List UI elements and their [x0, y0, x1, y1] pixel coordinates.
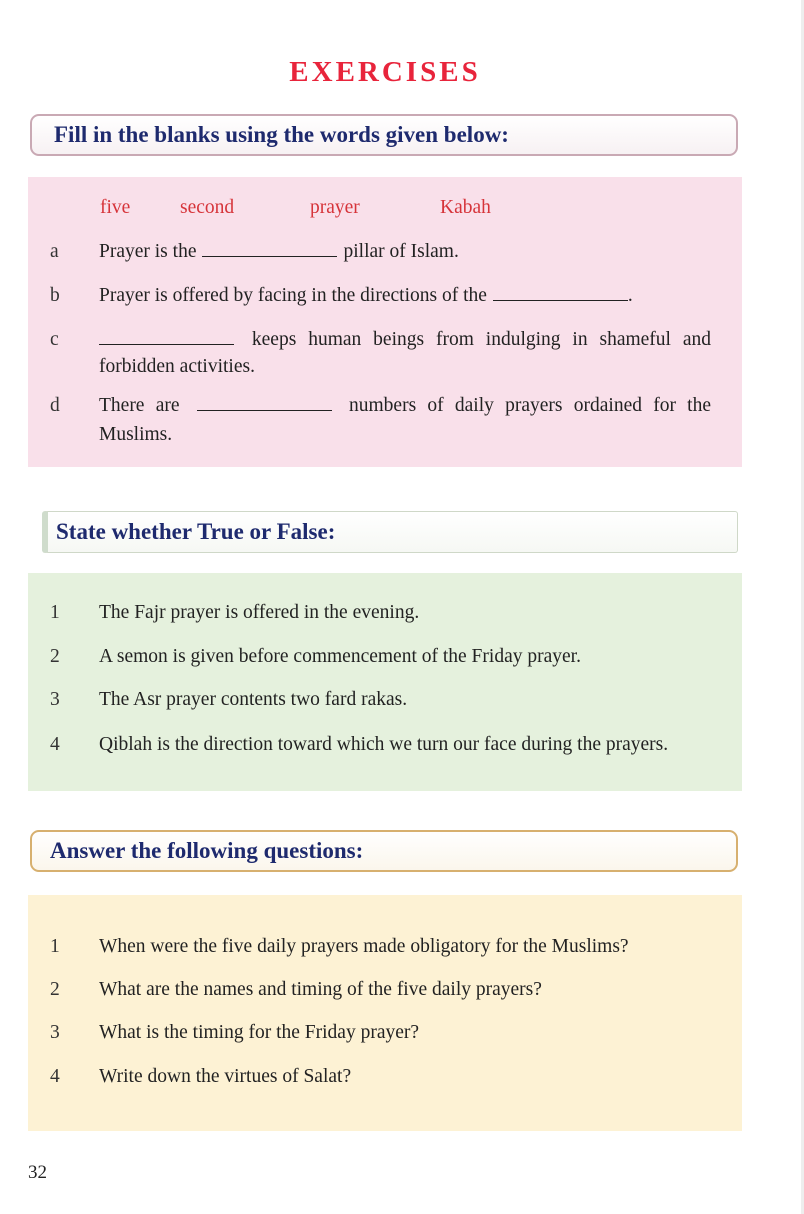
item-label: 1 [50, 936, 60, 957]
blank-line [493, 286, 628, 301]
item-label: 1 [50, 602, 60, 623]
item-label: a [50, 241, 59, 262]
fill-blanks-heading-bar [30, 114, 738, 156]
questions-panel [28, 895, 742, 1131]
item-label: 2 [50, 979, 60, 1000]
fill-blank-item: Prayer is offered by facing in the directions of the . [99, 285, 633, 306]
item-label: 4 [50, 734, 60, 755]
true-false-heading-bar [42, 511, 738, 553]
question-item: When were the five daily prayers made obligatory for the Muslims? [99, 936, 629, 957]
item-label: b [50, 285, 60, 306]
page-number: 32 [28, 1162, 47, 1183]
question-item: Write down the virtues of Salat? [99, 1066, 352, 1087]
item-label: 4 [50, 1066, 60, 1087]
word-bank-item: second [180, 197, 235, 218]
word-bank-item: Kabah [440, 197, 491, 218]
question-item: What are the names and timing of the five daily prayers? [99, 979, 542, 1000]
word-bank-item: prayer [310, 197, 360, 218]
fill-blank-item-continued: Muslims. [99, 424, 173, 445]
questions-heading-bar [30, 830, 738, 872]
blank-line [99, 330, 234, 345]
fill-blank-item: Prayer is the pillar of Islam. [99, 241, 459, 262]
item-label: d [50, 395, 60, 416]
item-label: 2 [50, 646, 60, 667]
item-label: 3 [50, 1022, 60, 1043]
true-false-item: Qiblah is the direction toward which we turn our face during the prayers. [99, 734, 669, 755]
questions-heading: Answer the following questions: [50, 838, 364, 863]
true-false-item: The Fajr prayer is offered in the evening. [99, 602, 420, 623]
blank-line [197, 396, 332, 411]
page-title: EXERCISES [289, 56, 481, 88]
question-item: What is the timing for the Friday prayer? [99, 1022, 420, 1043]
true-false-item: A semon is given before commencement of the Friday prayer. [99, 646, 581, 667]
true-false-heading: State whether True or False: [56, 519, 336, 544]
item-label: 3 [50, 689, 60, 710]
fill-blank-item: There are numbers of daily prayers ordained for the [99, 395, 712, 416]
blank-line [202, 242, 337, 257]
fill-blank-item-continued: forbidden activities. [99, 356, 255, 377]
fill-blanks-heading: Fill in the blanks using the words given below: [54, 122, 509, 147]
fill-blank-item: keeps human beings from indulging in shameful and [99, 326, 711, 354]
item-label: c [50, 329, 59, 350]
word-bank-item: five [100, 197, 131, 218]
true-false-item: The Asr prayer contents two fard rakas. [99, 689, 408, 710]
